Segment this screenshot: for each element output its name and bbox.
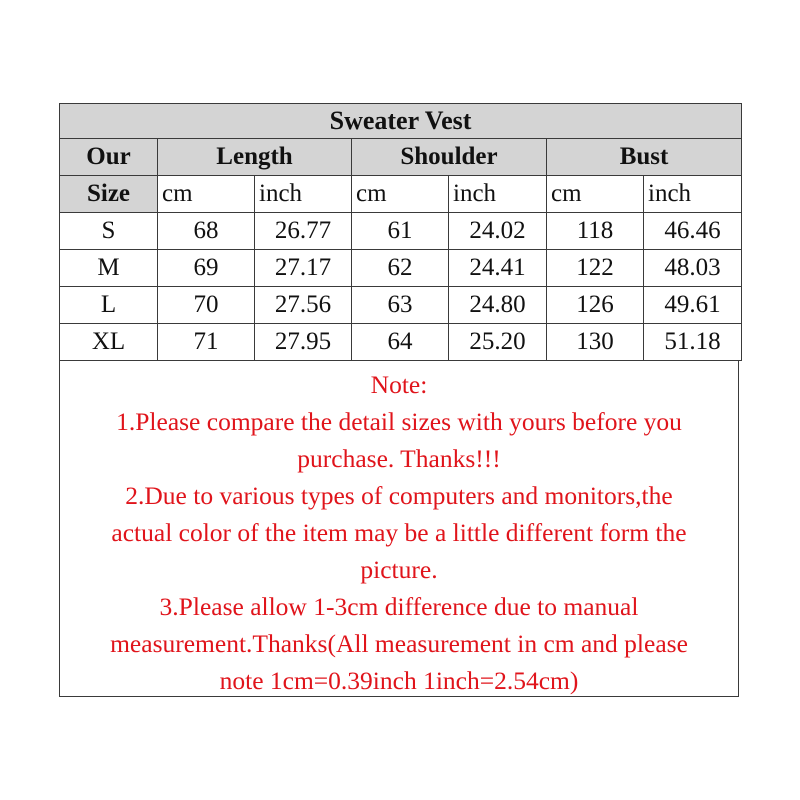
- note-line: measurement.Thanks(All measurement in cm and please: [110, 629, 688, 658]
- note-line: 1.Please compare the detail sizes with yours before you: [116, 407, 682, 436]
- unit-header: cm: [158, 176, 255, 213]
- bust-cm-cell: 122: [547, 250, 644, 287]
- length-cm-cell: 68: [158, 213, 255, 250]
- note-line: picture.: [360, 555, 438, 584]
- table-row: [60, 324, 742, 361]
- group-header-bust: Bust: [547, 139, 742, 176]
- size-header-top: Our: [60, 139, 158, 176]
- note-box: [59, 361, 739, 697]
- shoulder-inch-cell: 24.41: [449, 250, 547, 287]
- note-line: purchase. Thanks!!!: [297, 444, 501, 473]
- shoulder-cm-cell: 63: [352, 287, 449, 324]
- length-inch-cell: 26.77: [255, 213, 352, 250]
- size-cell: S: [60, 213, 158, 250]
- size-cell: M: [60, 250, 158, 287]
- note-line: note 1cm=0.39inch 1inch=2.54cm): [219, 666, 579, 695]
- size-header-bottom: Size: [60, 176, 158, 213]
- table-row: [60, 287, 742, 324]
- size-chart: [59, 103, 741, 697]
- bust-inch-cell: 49.61: [644, 287, 742, 324]
- table-title: Sweater Vest: [60, 104, 742, 139]
- bust-cm-cell: 126: [547, 287, 644, 324]
- table-row: [60, 250, 742, 287]
- shoulder-cm-cell: 62: [352, 250, 449, 287]
- shoulder-cm-cell: 64: [352, 324, 449, 361]
- shoulder-cm-cell: 61: [352, 213, 449, 250]
- size-cell: L: [60, 287, 158, 324]
- unit-header: cm: [352, 176, 449, 213]
- bust-inch-cell: 51.18: [644, 324, 742, 361]
- group-header-shoulder: Shoulder: [352, 139, 547, 176]
- unit-header: inch: [644, 176, 742, 213]
- length-cm-cell: 69: [158, 250, 255, 287]
- size-cell: XL: [60, 324, 158, 361]
- unit-header: inch: [449, 176, 547, 213]
- length-inch-cell: 27.17: [255, 250, 352, 287]
- note-line: 3.Please allow 1-3cm difference due to manual: [159, 592, 639, 621]
- shoulder-inch-cell: 25.20: [449, 324, 547, 361]
- bust-inch-cell: 48.03: [644, 250, 742, 287]
- bust-cm-cell: 118: [547, 213, 644, 250]
- unit-header: cm: [547, 176, 644, 213]
- shoulder-inch-cell: 24.02: [449, 213, 547, 250]
- size-table: [59, 103, 742, 361]
- table-row: [60, 213, 742, 250]
- unit-header: inch: [255, 176, 352, 213]
- bust-inch-cell: 46.46: [644, 213, 742, 250]
- bust-cm-cell: 130: [547, 324, 644, 361]
- shoulder-inch-cell: 24.80: [449, 287, 547, 324]
- length-cm-cell: 71: [158, 324, 255, 361]
- length-inch-cell: 27.95: [255, 324, 352, 361]
- note-line: actual color of the item may be a little different form the: [111, 518, 687, 547]
- note-heading: Note:: [370, 370, 428, 399]
- length-inch-cell: 27.56: [255, 287, 352, 324]
- group-header-length: Length: [158, 139, 352, 176]
- length-cm-cell: 70: [158, 287, 255, 324]
- note-line: 2.Due to various types of computers and monitors,the: [125, 481, 673, 510]
